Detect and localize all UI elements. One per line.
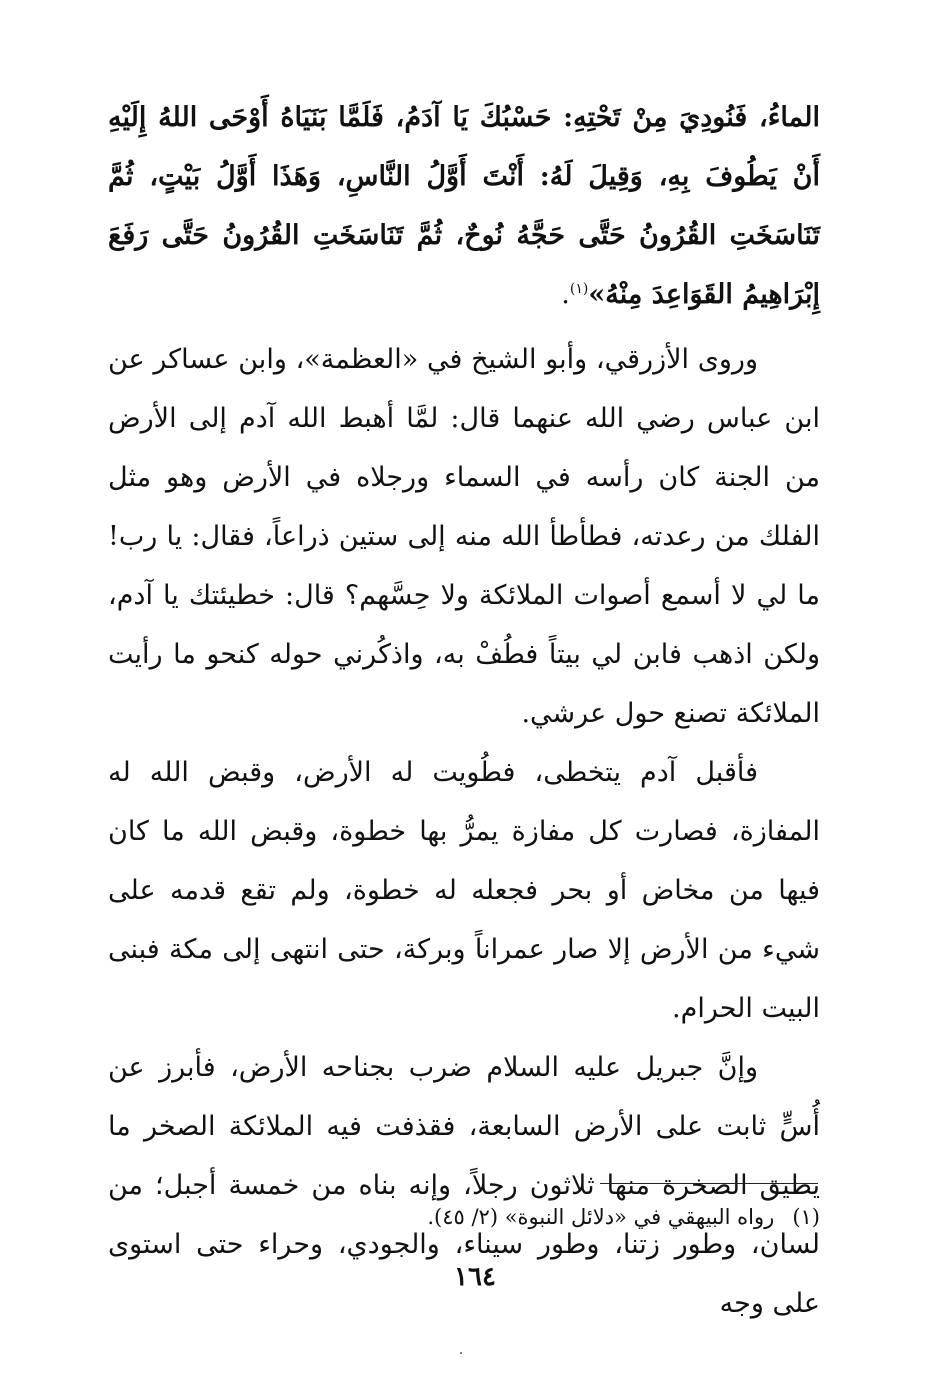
scan-speck — [460, 1352, 462, 1354]
paragraph-2: وروى الأزرقي، وأبو الشيخ في «العظمة»، وابن عساكر عن ابن عباس رضي الله عنهما قال: لمَّا أهبط الله آدم إلى الأرض من الجنة كان رأسه في السماء ورجلاه في الأرض وهو مثل الفلك من رعدته، فطأطأ الله منه إلى ستين ذراعاً، فقال: يا رب! ما لي لا أسمع أصوات الملائكة ولا حِسَّهم؟ قال: خطيئتك يا آدم، ولكن اذهب فابن لي بيتاً فطُفْ به، واذكُرني حوله كنحو ما رأيت الملائكة تصنع حول عرشي. — [108, 344, 820, 729]
paragraph-3: فأقبل آدم يتخطى، فطُويت له الأرض، وقبض الله له المفازة، فصارت كل مفازة يمرُّ بها خطوة، وقبض الله ما كان فيها من مخاض أو بحر فجعله له خطوة، ولم تقع قدمه على شيء من الأرض إلا صار عمراناً وبركة، حتى انتهى إلى مكة فبنى البيت الحرام. — [108, 757, 820, 1024]
footnote-divider — [600, 1183, 818, 1184]
paragraph-4: وإنَّ جبريل عليه السلام ضرب بجناحه الأرض، فأبرز عن أُسٍّ ثابت على الأرض السابعة، فقذفت فيه الملائكة الصخر ما يطيق الصخرة منها ثلاثون رجلاً، وإنه بناه من خمسة أجبل؛ من لسان، وطور زتنا، وطور سيناء، والجودي، وحراء حتى استوى على وجه — [108, 1052, 820, 1319]
quote-text: الماءُ، فَنُودِيَ مِنْ تَحْتِهِ: حَسْبُكَ يَا آدَمُ، فَلَمَّا بَنَيَاهُ أَوْحَى اللهُ إِلَيْهِ أَنْ يَطُوفَ بِهِ، وَقِيلَ لَهُ: أَنْتَ أَوَّلُ النَّاسِ، وَهَذَا أَوَّلُ بَيْتٍ، ثُمَّ تَنَاسَخَتِ القُرُونُ حَتَّى حَجَّهُ نُوحٌ، ثُمَّ تَنَاسَخَتِ القُرُونُ حَتَّى رَفَعَ إِبْرَاهِيمُ القَوَاعِدَ مِنْهُ» — [108, 102, 820, 310]
page-number: ١٦٤ — [454, 1262, 496, 1292]
footnote-text: رواه البيهقي في «دلائل النبوة» (٢/ ٤٥). — [427, 1205, 775, 1229]
footnote-number: (١) — [792, 1205, 820, 1229]
quote-end: . — [561, 279, 570, 310]
main-text — [108, 88, 820, 1333]
footnote-ref: (١) — [569, 281, 589, 297]
footnote — [427, 1200, 820, 1234]
paragraph-quote — [108, 88, 820, 324]
